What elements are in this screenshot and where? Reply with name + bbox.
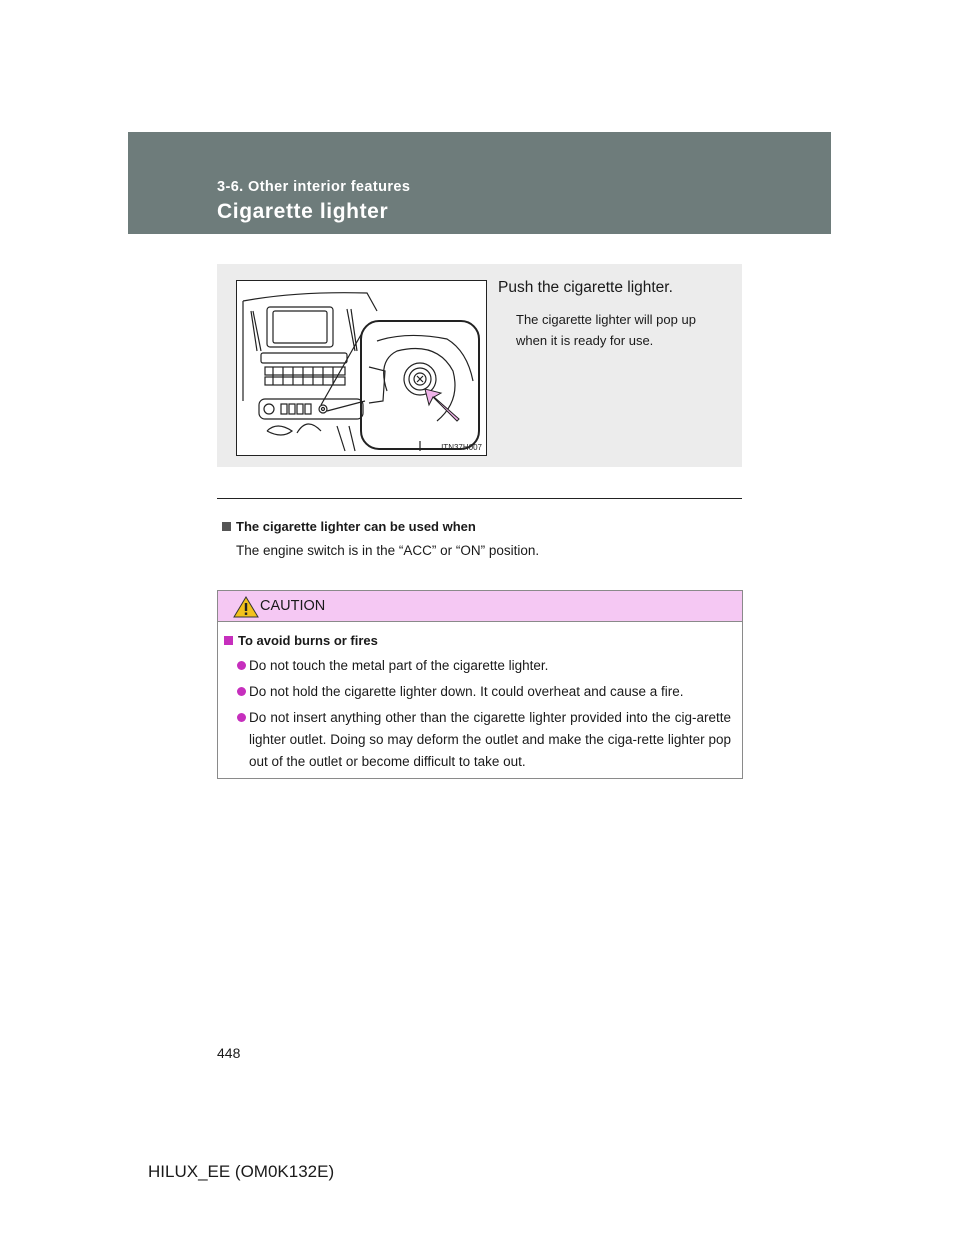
caution-subheading bbox=[238, 633, 378, 648]
page-number: 448 bbox=[217, 1045, 241, 1061]
caution-box bbox=[217, 590, 743, 779]
circle-bullet-icon bbox=[237, 713, 246, 722]
caution-bullet bbox=[249, 707, 731, 773]
section-label: 3-6. Other interior features bbox=[217, 179, 411, 195]
info-text: The engine switch is in the “ACC” or “ON” position. bbox=[236, 543, 540, 558]
square-bullet-icon bbox=[222, 522, 231, 531]
step-box bbox=[217, 264, 742, 467]
step-note: The cigarette lighter will pop up when it is ready for use. bbox=[516, 312, 696, 348]
caution-bullet bbox=[249, 655, 731, 677]
page-title: Cigarette lighter bbox=[217, 200, 389, 223]
info-title-text: The cigarette lighter can be used when bbox=[236, 519, 476, 534]
caution-title: CAUTION bbox=[260, 598, 326, 614]
manual-footer: HILUX_EE (OM0K132E) bbox=[148, 1162, 335, 1181]
caution-bullet-text: Do not touch the metal part of the cigarette lighter. bbox=[249, 658, 549, 673]
caution-bullet-text: Do not hold the cigarette lighter down. It could overheat and cause a fire. bbox=[249, 684, 684, 699]
circle-bullet-icon bbox=[237, 661, 246, 670]
figure-id: ITN37H007 bbox=[441, 443, 482, 452]
dashboard-drawing bbox=[237, 281, 486, 455]
info-heading bbox=[236, 519, 476, 534]
caution-subtitle-text: To avoid burns or fires bbox=[238, 633, 378, 648]
circle-bullet-icon bbox=[237, 687, 246, 696]
caution-bullet-text: Do not insert anything other than the cigarette lighter provided into the cig-arette lighter outlet. Doing so may deform the outlet and make the ciga-rette lighter pop out of the outlet or become difficult to take out. bbox=[249, 710, 731, 769]
step-instruction: Push the cigarette lighter. bbox=[498, 279, 673, 296]
square-bullet-icon bbox=[224, 636, 233, 645]
caution-header bbox=[218, 591, 742, 622]
section-divider bbox=[217, 498, 742, 499]
chapter-header bbox=[128, 132, 831, 234]
warning-triangle-icon bbox=[233, 596, 259, 618]
caution-bullet bbox=[249, 681, 731, 703]
dashboard-illustration bbox=[236, 280, 487, 456]
